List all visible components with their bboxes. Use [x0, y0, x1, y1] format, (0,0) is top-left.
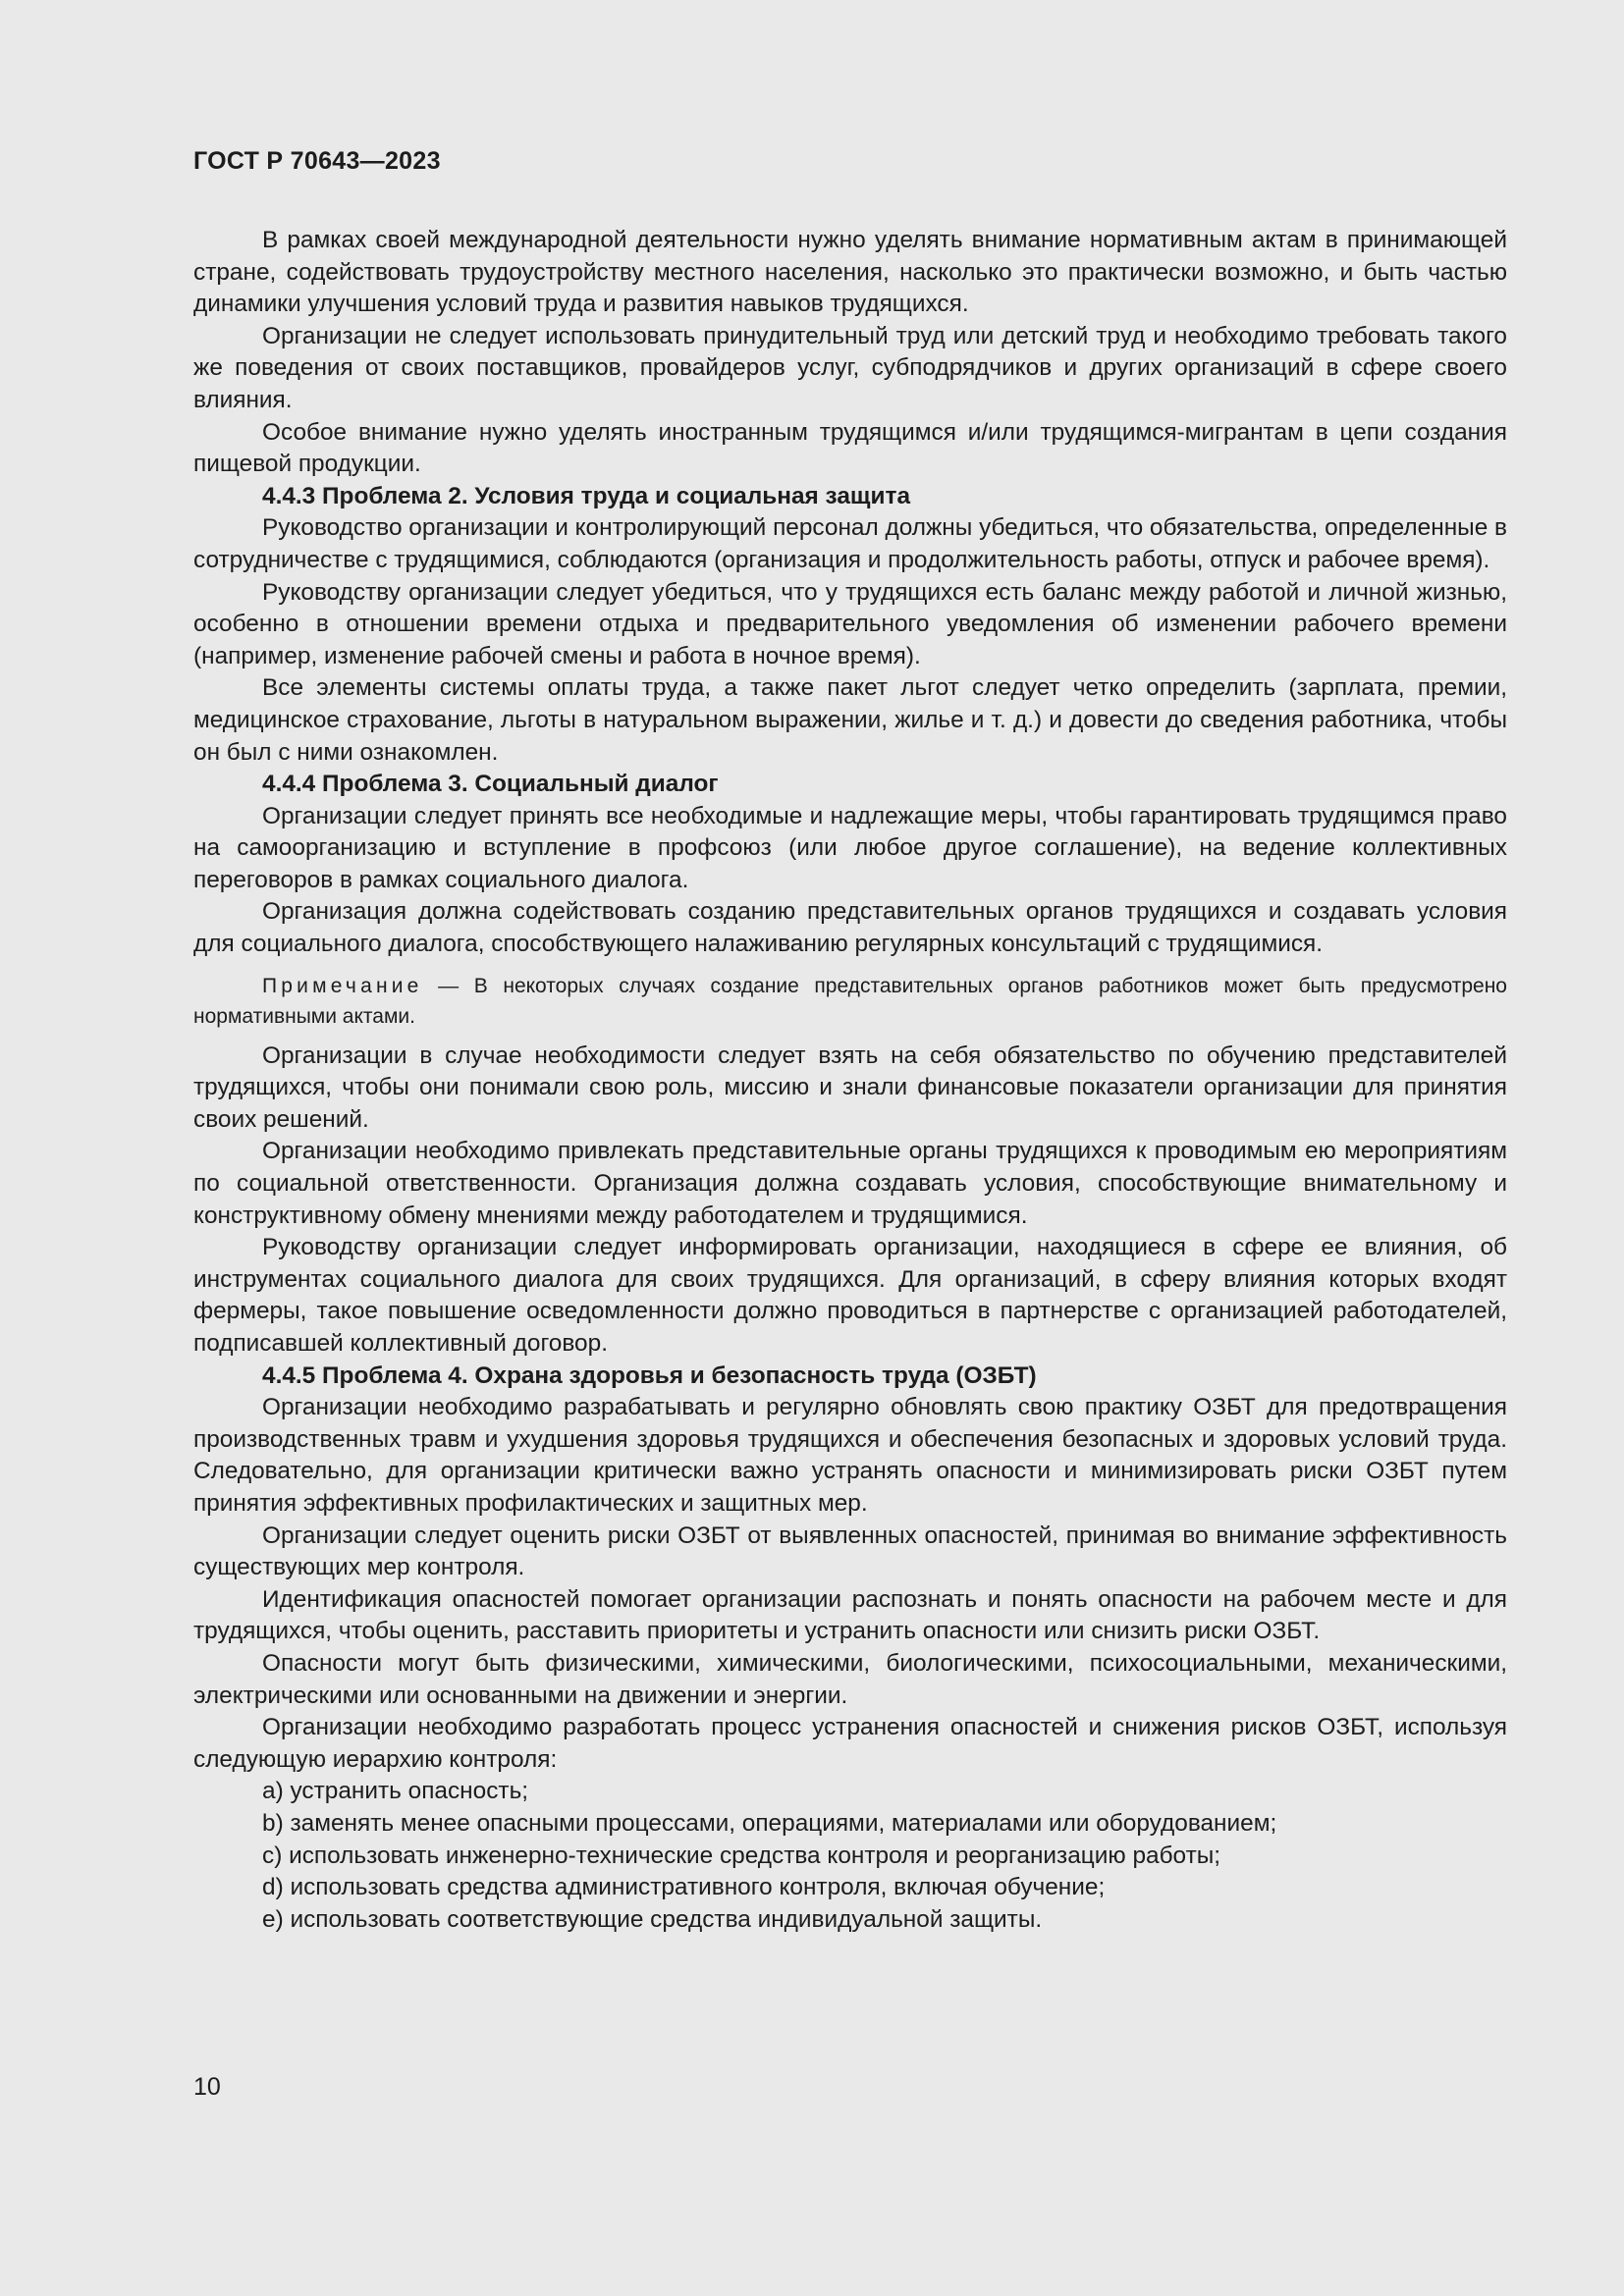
paragraph: Руководство организации и контролирующий персонал должны убедиться, что обязательства, определенные в сотрудничестве с трудящимися, соблюдаются (организация и продолжительность работы, отпуск и рабочее время).: [193, 514, 1508, 573]
note-label: Примечание: [262, 974, 423, 997]
paragraph: Организации необходимо разработать процесс устранения опасностей и снижения рисков ОЗБТ, используя следующую иерархию контроля:: [193, 1714, 1507, 1773]
page-number: 10: [193, 2073, 221, 2101]
list-item: d) использовать средства административного контроля, включая обучение;: [262, 1874, 1106, 1901]
paragraph: Организации следует принять все необходимые и надлежащие меры, чтобы гарантировать трудящимся право на самоорганизацию и вступление в профсоюз (или любое другое соглашение), на ведение коллективных переговоров в рамках социального диалога.: [193, 802, 1507, 893]
paragraph: Все элементы системы оплаты труда, а также пакет льгот следует четко определить (зарплата, премии, медицинское страхование, льготы в натуральном выражении, жилье и т. д.) и довести до сведения работника, чтобы он был с ними ознакомлен.: [193, 674, 1507, 766]
paragraph: Организации необходимо привлекать представительные органы трудящихся к проводимым ею мероприятиям по социальной ответственности. Организация должна создавать условия, способствующие внимательному и конструктивному обмену мнениями между работодателем и трудящимися.: [193, 1138, 1507, 1229]
paragraph: Руководству организации следует информировать организации, находящиеся в сфере ее влияния, об инструментах социального диалога для своих трудящихся. Для организаций, в сферу влияния которых входят фермеры, такое повышение осведомленности должно проводиться в партнерстве с организацией работодателей, подписавшей коллективный договор.: [193, 1234, 1507, 1357]
paragraph: Организации необходимо разрабатывать и регулярно обновлять свою практику ОЗБТ для предотвращения производственных травм и ухудшения здоровья трудящихся и обеспечения безопасных и здоровых условий труда. Следовательно, для организации критически важно устранять опасности и минимизировать риски ОЗБТ путем принятия эффективных профилактических и защитных мер.: [193, 1394, 1507, 1517]
paragraph: Особое внимание нужно уделять иностранным трудящимся и/или трудящимся-мигрантам в цепи создания пищевой продукции.: [193, 418, 1507, 478]
list-item: c) использовать инженерно-технические средства контроля и реорганизацию работы;: [262, 1842, 1221, 1869]
paragraph: В рамках своей международной деятельности нужно уделять внимание нормативным актам в принимающей стране, содействовать трудоустройству местного населения, насколько это практически возможно, и быть частью динамики улучшения условий труда и развития навыков трудящихся.: [193, 227, 1507, 318]
list-item: a) устранить опасность;: [262, 1778, 529, 1805]
paragraph: Идентификация опасностей помогает организации распознать и понять опасности на рабочем месте и для трудящихся, чтобы оценить, расставить приоритеты и устранить опасности или снизить риски ОЗБТ.: [193, 1585, 1507, 1645]
list-item: e) использовать соответствующие средства индивидуальной защиты.: [262, 1905, 1043, 1933]
paragraph: Организация должна содействовать созданию представительных органов трудящихся и создавать условия для социального диалога, способствующего налаживанию регулярных консультаций с трудящимися.: [193, 898, 1507, 958]
section-heading: 4.4.3 Проблема 2. Условия труда и социальная защита: [262, 482, 911, 509]
section-heading: 4.4.4 Проблема 3. Социальный диалог: [262, 771, 719, 798]
list-item: b) заменять менее опасными процессами, операциями, материалами или оборудованием;: [262, 1809, 1277, 1837]
paragraph: Организации в случае необходимости следует взять на себя обязательство по обучению представителей трудящихся, чтобы они понимали свою роль, миссию и знали финансовые показатели организации для принятия своих решений.: [193, 1041, 1507, 1133]
note-text: — В некоторых случаях создание представительных органов работников может быть предусмотрено нормативными актами.: [193, 974, 1507, 1028]
section-heading: 4.4.5 Проблема 4. Охрана здоровья и безопасность труда (ОЗБТ): [262, 1362, 1037, 1389]
paragraph: Организации следует оценить риски ОЗБТ от выявленных опасностей, принимая во внимание эффективность существующих мер контроля.: [193, 1522, 1507, 1581]
document-header: ГОСТ Р 70643—2023: [193, 147, 441, 175]
paragraph: Организации не следует использовать принудительный труд или детский труд и необходимо требовать такого же поведения от своих поставщиков, провайдеров услуг, субподрядчиков и других организаций в сфере своего влияния.: [193, 322, 1507, 413]
document-body: [193, 225, 1507, 1936]
paragraph: Опасности могут быть физическими, химическими, биологическими, психосоциальными, механическими, электрическими или основанными на движении и энергии.: [193, 1649, 1507, 1709]
paragraph: Руководству организации следует убедиться, что у трудящихся есть баланс между работой и личной жизнью, особенно в отношении времени отдыха и предварительного уведомления об изменении рабочего времени (например, изменение рабочей смены и работа в ночное время).: [193, 578, 1507, 669]
note: [193, 971, 1507, 1032]
